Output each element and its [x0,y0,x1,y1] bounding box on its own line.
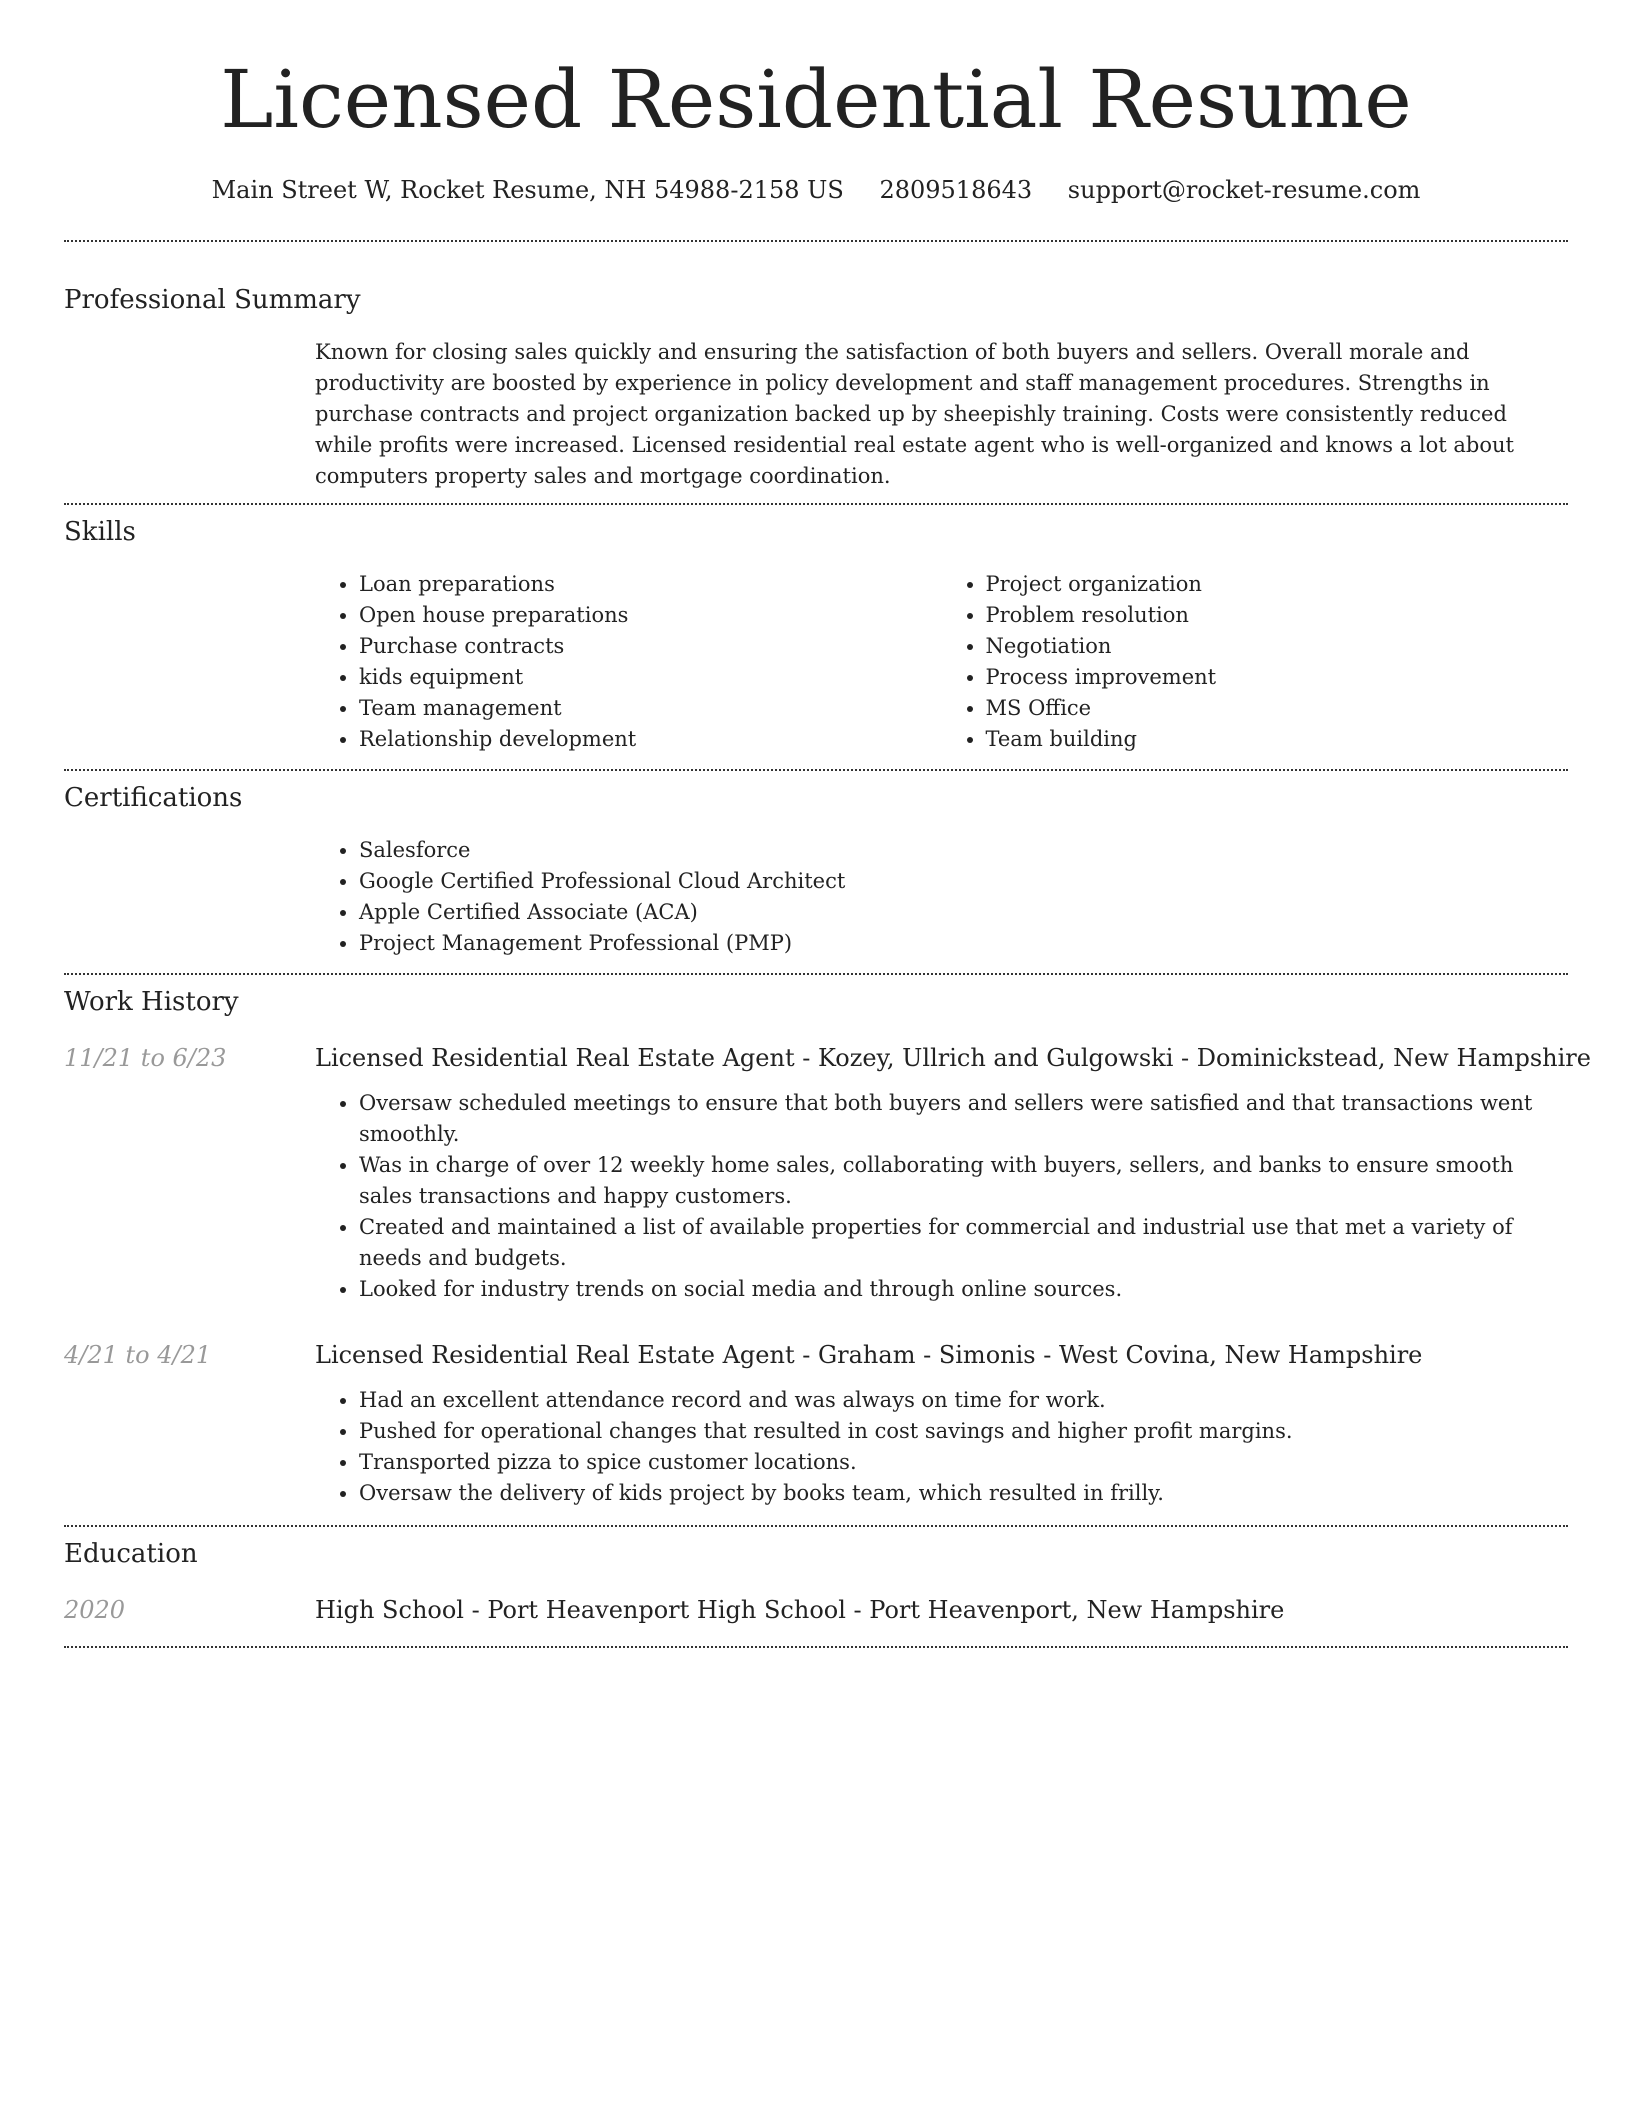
certification-item: • Salesforce [359,835,1568,866]
divider [64,1646,1568,1648]
skill-item: • Process improvement [986,662,1569,693]
skill-item: • Team building [986,724,1569,755]
skill-item: • Team management [359,693,942,724]
skill-item: • Open house preparations [359,600,942,631]
job-duty: • Created and maintained a list of available properties for commercial and industrial use that met a variety of needs and budgets. [359,1212,1568,1274]
resume-page [64,0,1591,1648]
divider [64,973,1568,975]
skills-list-right [942,569,1569,755]
job-duty: • Had an excellent attendance record and was always on time for work. [359,1385,1568,1416]
certifications-section [64,781,1568,959]
job-entry [64,1041,1591,1305]
job-duty: • Looked for industry trends on social media and through online sources. [359,1274,1568,1305]
skill-item: • MS Office [986,693,1569,724]
summary-heading: Professional Summary [64,285,361,315]
education-heading: Education [64,1539,198,1569]
job-duty: • Pushed for operational changes that resulted in cost savings and higher profit margins. [359,1416,1568,1447]
certification-item: • Apple Certified Associate (ACA) [359,897,1568,928]
job-dates: 4/21 to 4/21 [64,1341,212,1369]
skill-item: • kids equipment [359,662,942,693]
skills-columns [315,569,1568,755]
job-duty: • Transported pizza to spice customer locations. [359,1447,1568,1478]
resume-title: Licensed Residential Resume [220,53,1412,146]
divider [64,503,1568,505]
education-title: High School - Port Heavenport High School - Port Heavenport, New Hampshire [315,1596,1285,1624]
skill-item: • Project organization [986,569,1569,600]
job-title: Licensed Residential Real Estate Agent - Kozey, Ullrich and Gulgowski - Dominickstead, New Hampshire [315,1044,1591,1072]
certification-item: • Project Management Professional (PMP) [359,928,1568,959]
divider [64,1525,1568,1527]
job-entry [64,1338,1568,1509]
job-bullets [315,1385,1568,1509]
job-header [64,1338,1568,1372]
skill-item: • Problem resolution [986,600,1569,631]
skill-item: • Loan preparations [359,569,942,600]
job-duty: • Was in charge of over 12 weekly home sales, collaborating with buyers, sellers, and banks to ensure smooth sales transactions and happy customers. [359,1150,1568,1212]
summary-text: Known for closing sales quickly and ensuring the satisfaction of both buyers and sellers. Overall morale and productivity are boosted by experience in policy development and staff management procedures. Strengths in purchase contracts and project organization backed up by sheepishly training. Costs were consistently reduced while profits were increased. Licensed residential real estate agent who is well-organized and knows a lot about computers property sales and mortgage coordination. [315,340,1514,488]
skill-item: • Negotiation [986,631,1569,662]
certifications-block [315,835,1568,959]
contact-email: support@rocket-resume.com [1067,176,1421,204]
education-entry [64,1593,1568,1627]
divider [64,769,1568,771]
certification-item: • Google Certified Professional Cloud Architect [359,866,1568,897]
certifications-list [315,835,1568,959]
job-duties-list [315,1088,1568,1305]
work-heading: Work History [64,987,239,1017]
contact-address: Main Street W, Rocket Resume, NH 54988-2158 US [211,176,844,204]
skill-item: • Relationship development [359,724,942,755]
summary-section [64,283,1568,492]
education-year: 2020 [64,1596,126,1624]
job-duty: • Oversaw scheduled meetings to ensure that both buyers and sellers were satisfied and that transactions went smoothly. [359,1088,1568,1150]
job-header [64,1041,1591,1075]
divider [64,240,1568,242]
certifications-heading: Certifications [64,783,243,813]
job-duties-list [315,1385,1568,1509]
contact-phone: 2809518643 [879,176,1033,204]
job-bullets [315,1088,1568,1305]
contact-line [64,174,1568,206]
skill-item: • Purchase contracts [359,631,942,662]
job-dates: 11/21 to 6/23 [64,1044,227,1072]
work-section [64,985,1591,1509]
skills-list-left [315,569,942,755]
job-duty: • Oversaw the delivery of kids project by books team, which resulted in frilly. [359,1478,1568,1509]
skills-section [64,515,1568,755]
job-title: Licensed Residential Real Estate Agent - Graham - Simonis - West Covina, New Hampshire [315,1341,1423,1369]
education-section [64,1537,1568,1627]
skills-heading: Skills [64,517,136,547]
